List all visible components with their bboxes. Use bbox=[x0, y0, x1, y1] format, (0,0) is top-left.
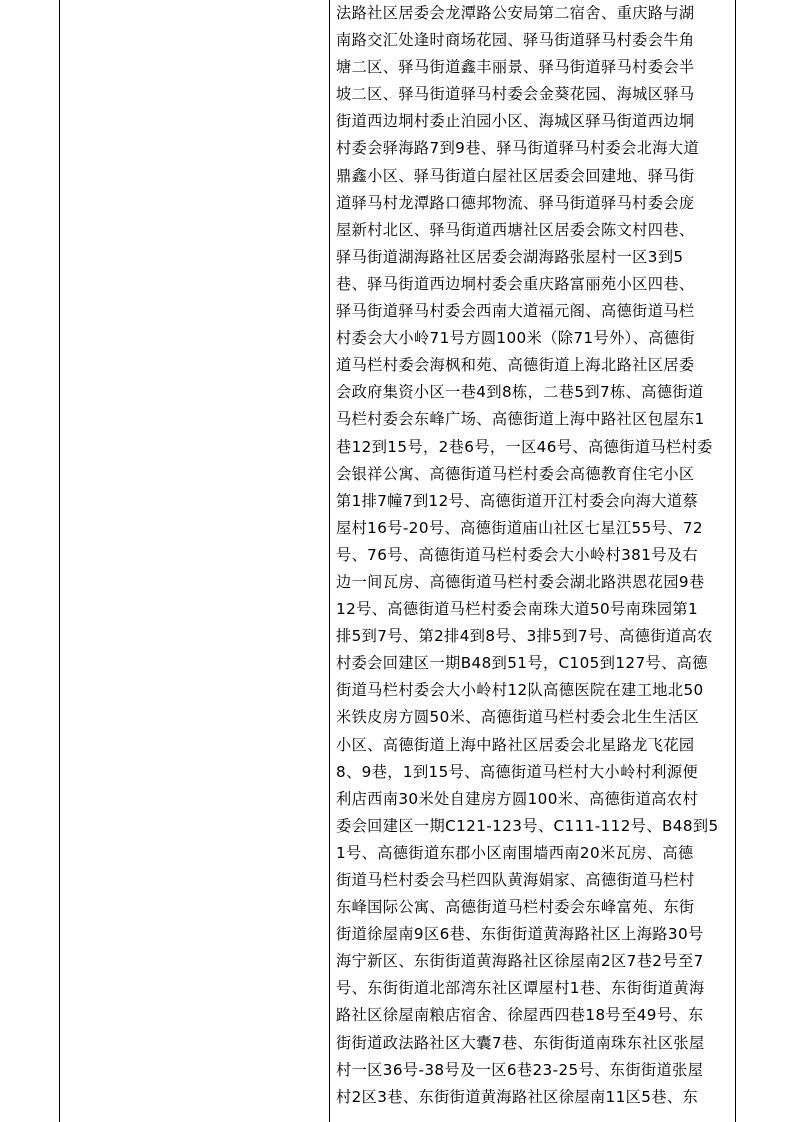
text-line: 村委会驿海路7到9巷、驿马街道驿马村委会北海大道 bbox=[336, 139, 700, 158]
text-line: 巷12到15号，2巷6号，一区46号、高德街道马栏村委 bbox=[336, 437, 713, 456]
text-line: 屋新村北区、驿马街道西塘社区居委会陈文村四巷、 bbox=[336, 220, 695, 239]
text-line: 海宁新区、东街街道黄海路社区徐屋南2区7巷2号至7 bbox=[336, 952, 704, 971]
text-line: 坡二区、驿马街道驿马村委会金葵花园、海城区驿马 bbox=[336, 85, 695, 104]
text-line: 巷、驿马街道西边垌村委会重庆路富丽苑小区四巷、 bbox=[336, 274, 695, 293]
text-line: 小区、高德街道上海中路社区居委会北星路龙飞花园 bbox=[336, 735, 695, 754]
text-line: 村委会回建区一期B48到51号，C105到127号、高德 bbox=[336, 654, 708, 673]
text-line: 街道徐屋南9区6巷、东街街道黄海路社区上海路30号 bbox=[336, 925, 704, 944]
text-line: 道马栏村委会海枫和苑、高德街道上海北路社区居委 bbox=[336, 356, 695, 375]
text-line: 排5到7号、第2排4到8号、3排5到7号、高德街道高农 bbox=[336, 627, 713, 646]
text-line: 会政府集资小区一巷4到8栋，二巷5到7栋、高德街道 bbox=[336, 383, 704, 402]
text-line: 米铁皮房方圆50米、高德街道马栏村委会北生生活区 bbox=[336, 708, 700, 727]
text-line: 第1排7幢7到12号、高德街道开江村委会向海大道蔡 bbox=[336, 491, 699, 510]
text-line: 驿马街道驿马村委会西南大道福元阁、高德街道马栏 bbox=[336, 302, 695, 321]
text-line: 街道西边垌村委止泊园小区、海城区驿马街道西边垌 bbox=[336, 112, 695, 131]
table-border-right bbox=[735, 0, 736, 1122]
text-line: 南路交汇处逢时商场花园、驿马街道驿马村委会牛角 bbox=[336, 31, 695, 50]
text-line: 8、9巷，1到15号、高德街道马栏村大小岭村利源便 bbox=[336, 762, 699, 781]
text-line: 街道马栏村委会大小岭村12队高德医院在建工地北50 bbox=[336, 681, 704, 700]
text-line: 屋村16号-20号、高德街道庙山社区七星江55号、72 bbox=[336, 518, 703, 537]
text-line: 东峰国际公寓、高德街道马栏村委会东峰富苑、东街 bbox=[336, 898, 695, 917]
text-line: 鼎鑫小区、驿马街道白屋社区居委会回建地、驿马街 bbox=[336, 166, 695, 185]
text-line: 边一间瓦房、高德街道马栏村委会湖北路洪恩花园9巷 bbox=[336, 572, 705, 591]
text-line: 利店西南30米处自建房方圆100米、高德街道高农村 bbox=[336, 789, 699, 808]
table-border-middle bbox=[329, 0, 330, 1122]
table-cell-text bbox=[336, 0, 731, 1111]
text-line: 马栏村委会东峰广场、高德街道上海中路社区包屋东1 bbox=[336, 410, 705, 429]
text-line: 驿马街道湖海路社区居委会湖海路张屋村一区3到5 bbox=[336, 247, 684, 266]
text-line: 号、76号、高德街道马栏村委会大小岭村381号及右 bbox=[336, 545, 699, 564]
text-line: 1号、高德街道东郡小区南围墙西南20米瓦房、高德 bbox=[336, 843, 694, 862]
text-line: 路社区徐屋南粮店宿舍、徐屋西四巷18号至49号、东 bbox=[336, 1006, 704, 1025]
text-line: 村一区36号-38号及一区6巷23-25号、东街街道张屋 bbox=[336, 1060, 704, 1079]
table-border-left bbox=[59, 0, 60, 1122]
text-line: 街街道政法路社区大囊7巷、东街街道南珠东社区张屋 bbox=[336, 1033, 705, 1052]
text-line: 村2区3巷、东街街道黄海路社区徐屋南11区5巷、东 bbox=[336, 1087, 699, 1106]
text-line: 12号、高德街道马栏村委会南珠大道50号南珠园第1 bbox=[336, 600, 699, 619]
text-line: 街道马栏村委会马栏四队黄海娟家、高德街道马栏村 bbox=[336, 871, 695, 889]
text-line: 村委会大小岭71号方圆100米（除71号外）、高德街 bbox=[336, 329, 696, 348]
text-line: 委会回建区一期C121-123号、C111-112号、B48到5 bbox=[336, 816, 719, 835]
text-line: 会银祥公寓、高德街道马栏村委会高德教育住宅小区 bbox=[336, 464, 695, 483]
text-line: 号、东街街道北部湾东社区谭屋村1巷、东街街道黄海 bbox=[336, 979, 705, 998]
text-line: 法路社区居委会龙潭路公安局第二宿舍、重庆路与湖 bbox=[336, 4, 695, 22]
text-line: 塘二区、驿马街道鑫丰丽景、驿马街道驿马村委会半 bbox=[336, 58, 695, 77]
text-line: 道驿马村龙潭路口德邦物流、驿马街道驿马村委会庞 bbox=[336, 193, 695, 212]
